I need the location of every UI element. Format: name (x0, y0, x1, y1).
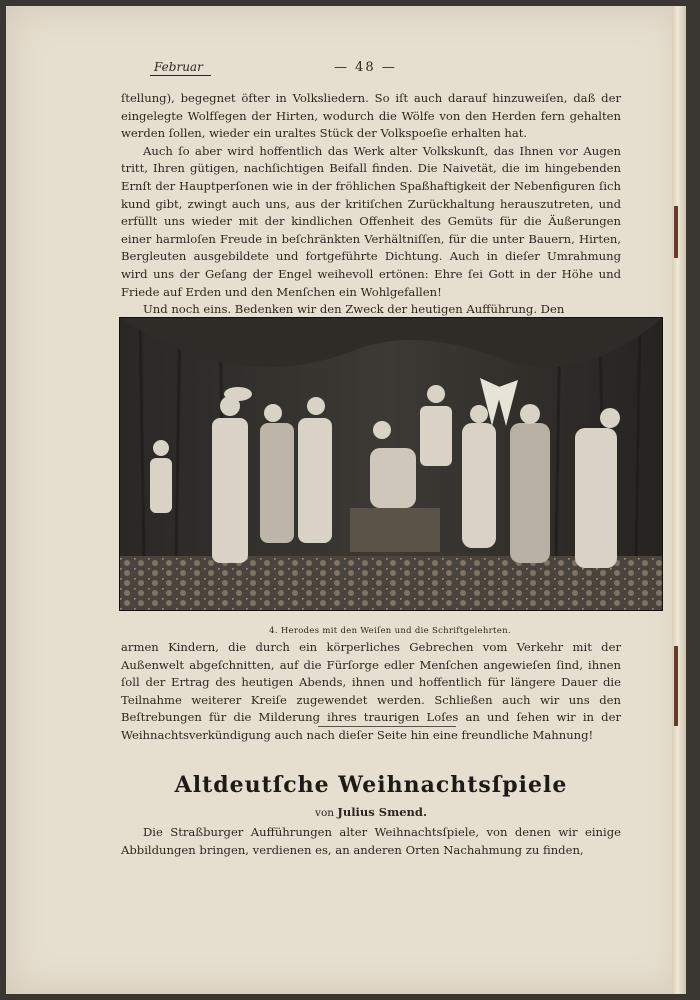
paragraph: Die Straßburger Aufführungen alter Weihnachtsſpiele, von denen wir einige Abbildungen bringen, verdienen es, an anderen Orten Nachahmung zu finden, (121, 825, 621, 857)
margin-mark (674, 646, 678, 726)
stage-photograph-illustration (120, 318, 662, 610)
article-text-block (121, 824, 621, 859)
paragraph: armen Kindern, die durch ein körperliches Gebrechen vom Verkehr mit der Außenwelt abgeſchnitten, auf die Fürſorge edler Menſchen angewieſen ſind, ihnen ſoll der Ertrag des heutigen Abends, ihnen und hoffentlich für längere Dauer die Teilnahme weiterer Kreiſe zugewendet werden. Schließen auch wir uns den Beſtrebungen für die Milderung ihres traurigen Loſes an und ſehen wir in der Weihnachtsverkündigung auch nach dieſer Seite hin eine freundliche Mahnung! (121, 640, 621, 742)
paragraph: ſtellung), begegnet öfter in Volksliedern. So iſt auch darauf hinzuweiſen, daß der eingelegte Wolfſegen der Hirten, wodurch die Wölfe von den Herden fern gehalten werden ſollen, wieder ein uraltes Stück der Volkspoeſie erhalten hat. (121, 91, 621, 141)
running-head (6, 58, 686, 78)
paragraph: Und noch eins. Bedenken wir den Zweck der heutigen Aufführung. Den (143, 302, 565, 317)
section-divider (318, 726, 456, 727)
article-title: Altdeutſche Weihnachtsſpiele (174, 772, 568, 798)
running-head-month: Februar (150, 60, 211, 76)
page-edge (672, 6, 686, 994)
page-number: — 48 — (334, 60, 397, 75)
middle-text-block (121, 639, 621, 745)
figure-caption: 4. Herodes mit den Weiſen und die Schriftgelehrten. (269, 626, 511, 636)
top-text-block (121, 90, 621, 319)
book-page (6, 6, 686, 994)
article-byline (121, 805, 621, 819)
stage-photograph (119, 317, 663, 611)
paragraph: Auch ſo aber wird hoffentlich das Werk alter Volkskunſt, das Ihnen vor Augen tritt, Ihren gütigen, nachſichtigen Beifall finden. Die Naivetät, die im hingebenden Ernſt der Hauptperſonen wie in der fröhlichen Spaßhaftigkeit der Nebenfiguren ſich kund gibt, zwingt auch uns, aus der kritiſchen Zurückhaltung herauszutreten, und erfüllt uns wieder mit der kindlichen Offenheit des Gemüts für die Äußerungen einer harmloſen Freude in beſchränkten Verhältniſſen, für die unter Bauern, Hirten, Bergleuten ausgebildete und fortgeführte Dichtung. Auch in dieſer Umrahmung wird uns der Geſang der Engel weihevoll ertönen: Ehre ſei Gott in der Höhe und Friede auf Erden und den Menſchen ein Wohlgefallen! (121, 143, 621, 299)
byline-prefix: von (315, 807, 335, 819)
margin-mark (674, 206, 678, 258)
author-name: Julius Smend. (337, 805, 427, 819)
